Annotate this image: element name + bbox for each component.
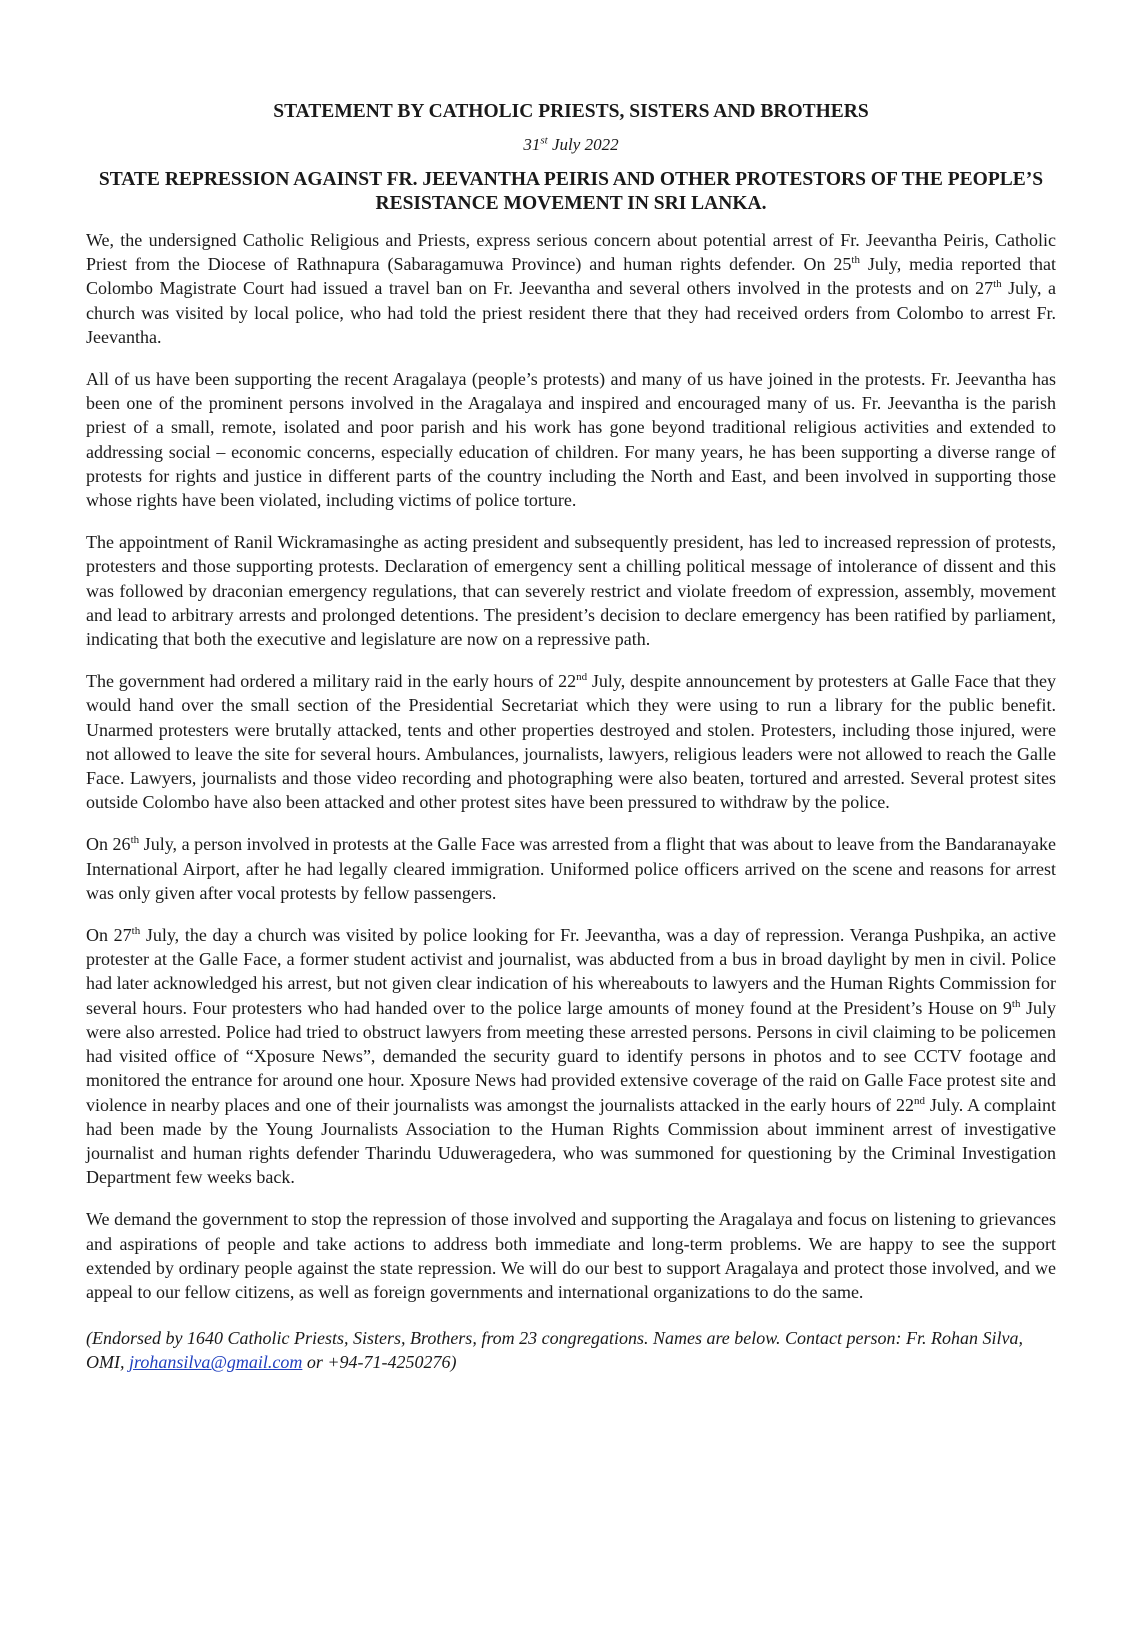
date-rest: July 2022 xyxy=(547,135,619,154)
paragraph-airport-arrest xyxy=(86,832,1056,905)
paragraph-military-raid xyxy=(86,669,1056,814)
ordinal-suffix: th xyxy=(131,925,141,938)
paragraph-text: On 26 xyxy=(86,834,131,855)
ordinal-suffix: th xyxy=(130,834,140,847)
paragraph-text: July, media reported that Colombo Magistrate Court had issued a travel ban on Fr. Jeevantha and several others involved in the protests and on 27 xyxy=(86,254,1056,299)
paragraph-appointment: The appointment of Ranil Wickramasinghe as acting president and subsequently president, has led to increased repression of protests, protesters and those supporting protests. Declaration of emergency sent a chilling political message of intolerance of dissent and this was followed by draconian emergency regulations, that can severely restrict and violate freedom of expression, assembly, movement and lead to arbitrary arrests and prolonged detentions. The president’s decision to declare emergency has been ratified by parliament, indicating that both the executive and legislature are now on a repressive path. xyxy=(86,532,1056,650)
ordinal-suffix: nd xyxy=(913,1094,925,1107)
paragraph-demands: We demand the government to stop the repression of those involved and supporting the Aragalaya and focus on listening to grievances and aspirations of people and take actions to address both immediate and long-term problems. We are happy to see the support extended by ordinary people against the state repression. We will do our best to support Aragalaya and protect those involved, and we appeal to our fellow citizens, as well as foreign governments and international organizations to do the same. xyxy=(86,1209,1056,1302)
paragraph-support: All of us have been supporting the recent Aragalaya (people’s protests) and many of us have joined in the protests. Fr. Jeevantha has been one of the prominent persons involved in the Aragalaya and inspired and encouraged many of us. Fr. Jeevantha is the parish priest of a small, remote, isolated and poor parish and his work has gone beyond traditional religious activities and extended to addressing social – economic concerns, especially education of children. For many years, he has been supporting a diverse range of protests for rights and justice in different parts of the country including the North and East, and been involved in supporting those whose rights have been violated, including victims of police torture. xyxy=(86,369,1056,511)
contact-email-link[interactable]: jrohansilva@gmail.com xyxy=(129,1352,303,1373)
ordinal-suffix: th xyxy=(1011,997,1021,1010)
paragraph-text: July, the day a church was visited by police looking for Fr. Jeevantha, was a day of repression. Veranga Pushpika, an active protester at the Galle Face, a former student activist and journalist, was abducted from a bus in broad daylight by men in civil. Police had later acknowledged his arrest, but not given clear indication of his whereabouts to lawyers and the Human Rights Commission for several hours. Four protesters who had handed over to the police large amounts of money found at the President’s House on 9 xyxy=(86,925,1056,1018)
paragraph-text: July, a church was visited by local police, who had told the priest resident there that they had received orders from Colombo to arrest Fr. Jeevantha. xyxy=(86,278,1056,347)
document-date xyxy=(86,134,1056,156)
paragraph-day-of-repression xyxy=(86,923,1056,1189)
paragraph-text: July were also arrested. Police had tried to obstruct lawyers from meeting these arrested persons. Persons in civil claiming to be policemen had visited office of “Xposure News”, demanded the security guard to identify persons in photos and to see CCTV footage and monitored the entrance for around one hour. Xposure News had provided extensive coverage of the raid on Galle Face protest site and violence in nearby places and one of their journalists was amongst the journalists attacked in the early hours of 22 xyxy=(86,997,1056,1115)
endorsement-text: (Endorsed by 1640 Catholic Priests, Sisters, Brothers, from 23 congregations. Names are below. Contact person: Fr. Rohan Silva, OMI, xyxy=(86,1328,1023,1373)
document-body xyxy=(86,228,1056,1304)
document-subtitle: STATE REPRESSION AGAINST FR. JEEVANTHA PEIRIS AND OTHER PROTESTORS OF THE PEOPLE’S RESISTANCE MOVEMENT IN SRI LANKA. xyxy=(98,169,1044,214)
date-suffix: st xyxy=(540,134,548,147)
endorsement-note xyxy=(86,1326,1056,1374)
ordinal-suffix: th xyxy=(851,254,860,267)
endorsement-phone-text: or +94-71-4250276) xyxy=(302,1352,457,1373)
document-title: STATEMENT BY CATHOLIC PRIESTS, SISTERS AND BROTHERS xyxy=(273,101,869,122)
paragraph-text: July. A complaint had been made by the Young Journalists Association to the Human Rights Commission about imminent arrest of investigative journalist and human rights defender Tharindu Uduweragedera, who was summoned for questioning by the Criminal Investigation Department few weeks back. xyxy=(86,1094,1056,1188)
paragraph-text: The government had ordered a military raid in the early hours of 22 xyxy=(86,671,577,692)
paragraph-text: July, despite announcement by protesters at Galle Face that they would hand over the small section of the Presidential Secretariat which they were using to run a library for the public benefit. Unarmed protesters were brutally attacked, tents and other properties destroyed and stolen. Protesters, including those injured, were not allowed to leave the site for several hours. Ambulances, journalists, lawyers, religious leaders were not allowed to reach the Galle Face. Lawyers, journalists and those video recording and photographing were also beaten, tortured and arrested. Several protest sites outside Colombo have also been attacked and other protest sites have been pressured to withdraw by the police. xyxy=(86,671,1056,813)
ordinal-suffix: nd xyxy=(576,671,588,684)
paragraph-text: On 27 xyxy=(86,925,132,946)
ordinal-suffix: th xyxy=(993,278,1002,291)
paragraph-text: July, a person involved in protests at the Galle Face was arrested from a flight that was about to leave from the Bandaranayake International Airport, after he had legally cleared immigration. Uniformed police officers arrived on the scene and reasons for arrest was only given after vocal protests by fellow passengers. xyxy=(86,834,1057,903)
date-day: 31 xyxy=(523,135,541,154)
paragraph-text: We, the undersigned Catholic Religious and Priests, express serious concern about potential arrest of Fr. Jeevantha Peiris, Catholic Priest from the Diocese of Rathnapura (Sabaragamuwa Province) and human rights defender. On 25 xyxy=(86,230,1056,275)
paragraph-concern xyxy=(86,228,1056,349)
